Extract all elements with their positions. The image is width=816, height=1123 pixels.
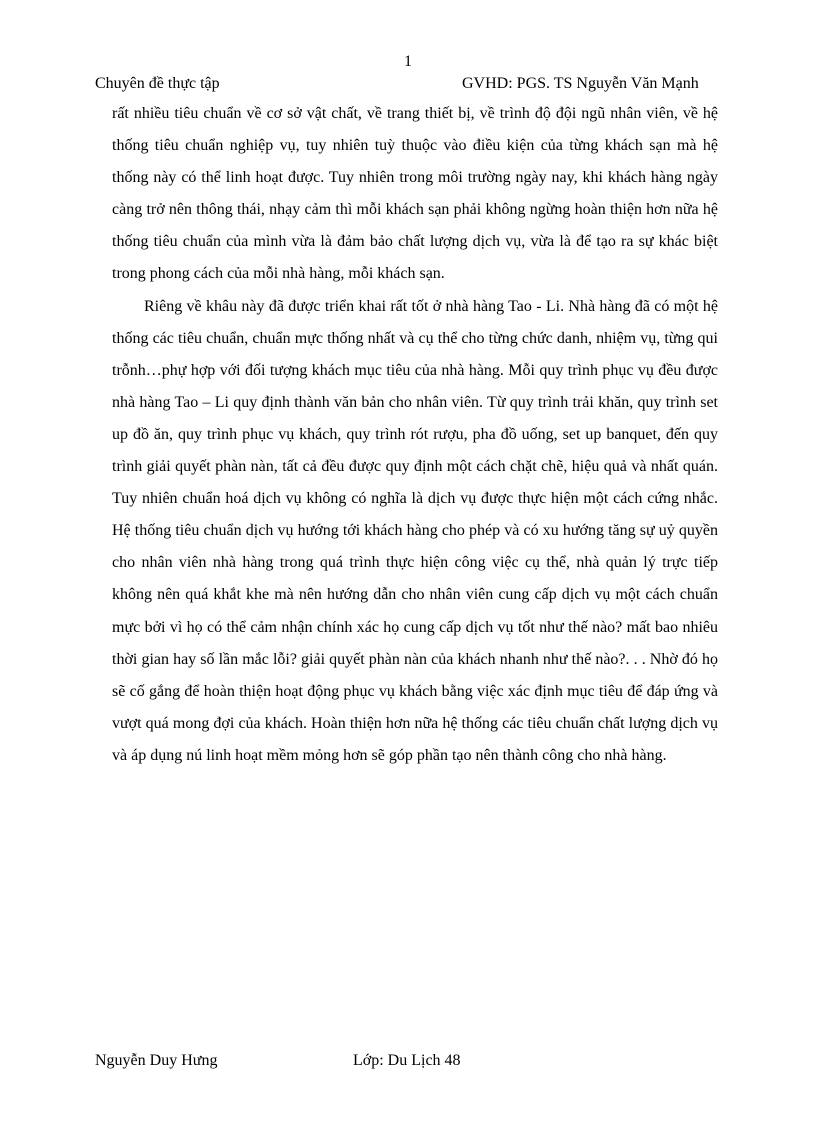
- paragraph: Riêng về khâu này đã được triển khai rất tốt ở nhà hàng Tao - Li. Nhà hàng đã có một hệ thống các tiêu chuẩn, chuẩn mực thống nhất và cụ thể cho từng chức danh, nhiệm vụ, từng qui trỗnh…phự hợp với đối tượng khách mục tiêu của nhà hàng. Mỗi quy trình phục vụ đều được nhà hàng Tao – Li quy định thành văn bản cho nhân viên. Từ quy trình trải khăn, quy trình set up đồ ăn, quy trình phục vụ khách, quy trình rót rượu, pha đồ uống, set up banquet, đến quy trình giải quyết phàn nàn, tất cả đều được quy định một cách chặt chẽ, hiệu quả và nhất quán. Tuy nhiên chuẩn hoá dịch vụ không có nghĩa là dịch vụ được thực hiện một cách cứng nhắc. Hệ thống tiêu chuẩn dịch vụ hướng tới khách hàng cho phép và có xu hướng tăng sự uỷ quyền cho nhân viên nhà hàng trong quá trình thực hiện công việc cụ thể, nhà quản lý trực tiếp không nên quá khắt khe mà nên hướng dẫn cho nhân viên cung cấp dịch vụ một cách chuẩn mực bởi vì họ có thể cảm nhận chính xác họ cung cấp dịch vụ tốt như thế nào? mất bao nhiêu thời gian hay số lần mắc lỗi? giải quyết phàn nàn của khách nhanh như thế nào?. . . Nhờ đó họ sẽ cố gắng để hoàn thiện hoạt động phục vụ khách bằng việc xác định mục tiêu để đáp ứng và vượt quá mong đợi của khách. Hoàn thiện hơn nữa hệ thống các tiêu chuẩn chất lượng dịch vụ và áp dụng nú linh hoạt mềm mỏng hơn sẽ góp phần tạo nên thành công cho nhà hàng.: [112, 297, 718, 764]
- footer-class: Lớp: Du Lịch 48: [353, 1052, 461, 1069]
- header-title: Chuyên đề thực tập: [95, 75, 220, 92]
- header-advisor: GVHD: PGS. TS Nguyễn Văn Mạnh: [462, 75, 699, 92]
- document-body: [112, 98, 718, 772]
- page-number: 1: [404, 53, 412, 70]
- paragraph: rất nhiều tiêu chuẩn về cơ sở vật chất, về trang thiết bị, về trình độ đội ngũ nhân viên, về hệ thống tiêu chuẩn nghiệp vụ, tuy nhiên tuỳ thuộc vào điều kiện của từng khách sạn mà hệ thống này có thể linh hoạt được. Tuy nhiên trong môi trường ngày nay, khi khách hàng ngày càng trở nên thông thái, nhạy cảm thì mỗi khách sạn phải không ngừng hoàn thiện hơn nữa hệ thống tiêu chuẩn của mình vừa là đảm bảo chất lượng dịch vụ, vừa là để tạo ra sự khác biệt trong phong cách của mỗi nhà hàng, mỗi khách sạn.: [112, 105, 718, 283]
- footer-author: Nguyễn Duy Hưng: [95, 1052, 218, 1069]
